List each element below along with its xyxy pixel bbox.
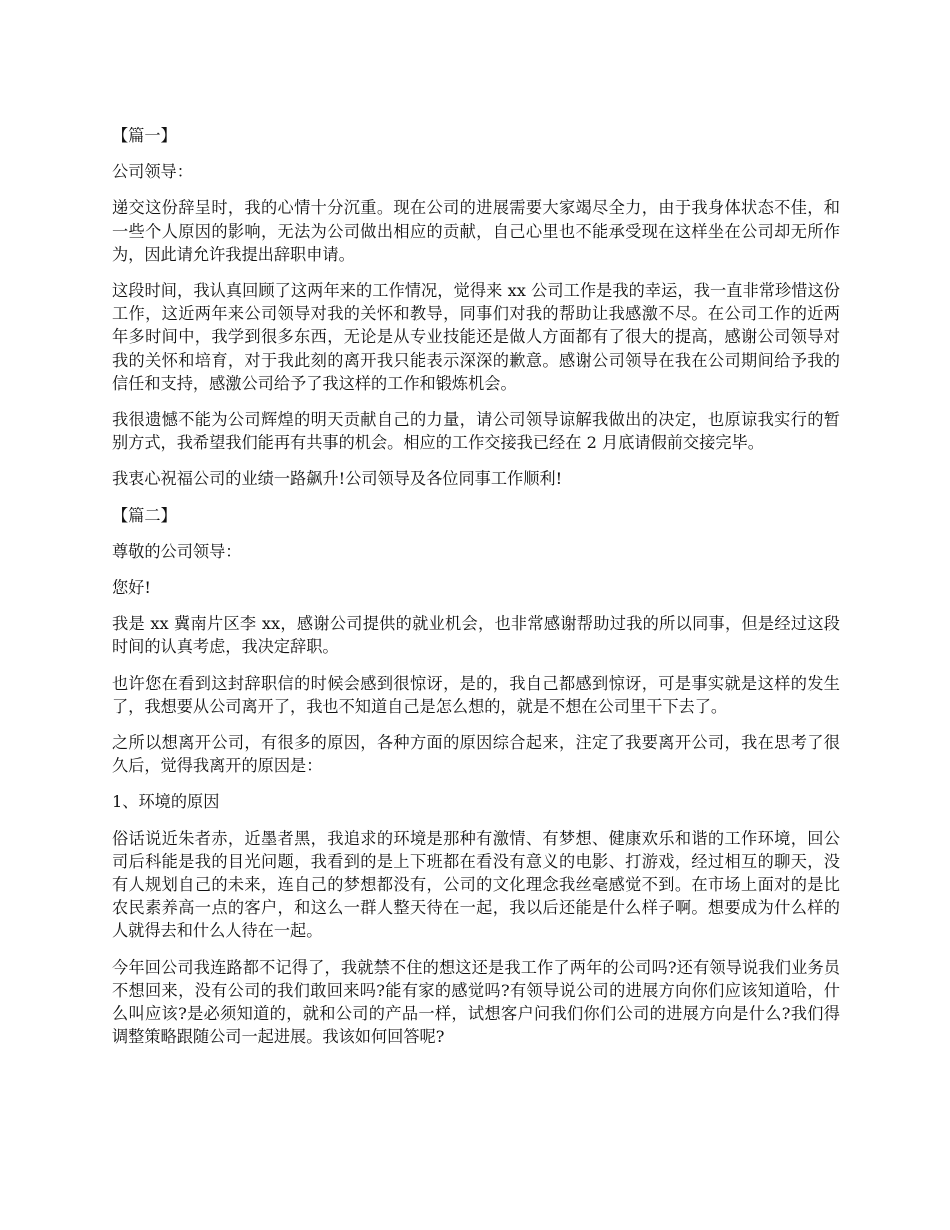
greeting: 您好! xyxy=(112,578,151,598)
body-paragraph: 这段时间，我认真回顾了这两年来的工作情况，觉得来 xx 公司工作是我的幸运，我一直非常珍惜这份工作，这近两年来公司领导对我的关怀和教导，同事们对我的帮助让我感激不尽。在公司工作的近两年多时间中，我学到很多东西，无论是从专业技能还是做人方面都有了很大的提高，感谢公司领导对我的关怀和培育，对于我此刻的离开我只能表示深深的歉意。感谢公司领导在我在公司期间给予我的信任和支持，感激公司给予了我这样的工作和锻炼机会。 xyxy=(112,281,840,393)
salutation: 公司领导： xyxy=(112,162,193,182)
list-heading: 1、环境的原因 xyxy=(112,792,220,812)
body-paragraph: 我很遗憾不能为公司辉煌的明天贡献自己的力量，请公司领导谅解我做出的决定，也原谅我实行的暂别方式，我希望我们能再有共事的机会。相应的工作交接我已经在 2 月底请假前交接完毕。 xyxy=(112,410,840,453)
body-paragraph: 俗话说近朱者赤，近墨者黑，我追求的环境是那种有激情、有梦想、健康欢乐和谐的工作环境，回公司后科能是我的目光问题，我看到的是上下班都在看没有意义的电影、打游戏，经过相互的聊天，没有人规划自己的未来，连自己的梦想都没有，公司的文化理念我丝毫感觉不到。在市场上面对的是比农民素养高一点的客户，和这么一群人整天待在一起，我以后还能是什么样子啊。想要成为什么样的人就得去和什么人待在一起。 xyxy=(112,828,840,941)
section-heading-1: 【篇一】 xyxy=(112,126,177,145)
section-heading-2: 【篇二】 xyxy=(112,505,177,525)
salutation: 尊敬的公司领导： xyxy=(112,541,242,561)
document-body xyxy=(112,124,840,1062)
body-paragraph: 也许您在看到这封辞职信的时候会感到很惊讶，是的，我自己都感到惊讶，可是事实就是这样的发生了，我想要从公司离开了，我也不知道自己是怎么想的，就是不想在公司里干下去了。 xyxy=(112,673,840,716)
body-paragraph: 递交这份辞呈时，我的心情十分沉重。现在公司的进展需要大家竭尽全力，由于我身体状态不佳，和一些个人原因的影响，无法为公司做出相应的贡献，自己心里也不能承受现在这样坐在公司却无所作为，因此请允许我提出辞职申请。 xyxy=(112,198,840,264)
body-paragraph: 之所以想离开公司，有很多的原因，各种方面的原因综合起来，注定了我要离开公司，我在思考了很久后，觉得我离开的原因是： xyxy=(112,733,840,776)
body-paragraph: 我是 xx 冀南片区李 xx，感谢公司提供的就业机会，也非常感谢帮助过我的所以同事，但是经过这段时间的认真考虑，我决定辞职。 xyxy=(112,614,840,657)
closing-line: 我衷心祝福公司的业绩一路飙升!公司领导及各位同事工作顺利! xyxy=(112,469,563,489)
body-paragraph: 今年回公司我连路都不记得了，我就禁不住的想这还是我工作了两年的公司吗?还有领导说我们业务员不想回来，没有公司的我们敢回来吗?能有家的感觉吗?有领导说公司的进展方向你们应该知道哈，什么叫应该?是必须知道的，就和公司的产品一样，试想客户问我们你们公司的进展方向是什么?我们得调整策略跟随公司一起进展。我该如何回答呢? xyxy=(112,957,840,1047)
